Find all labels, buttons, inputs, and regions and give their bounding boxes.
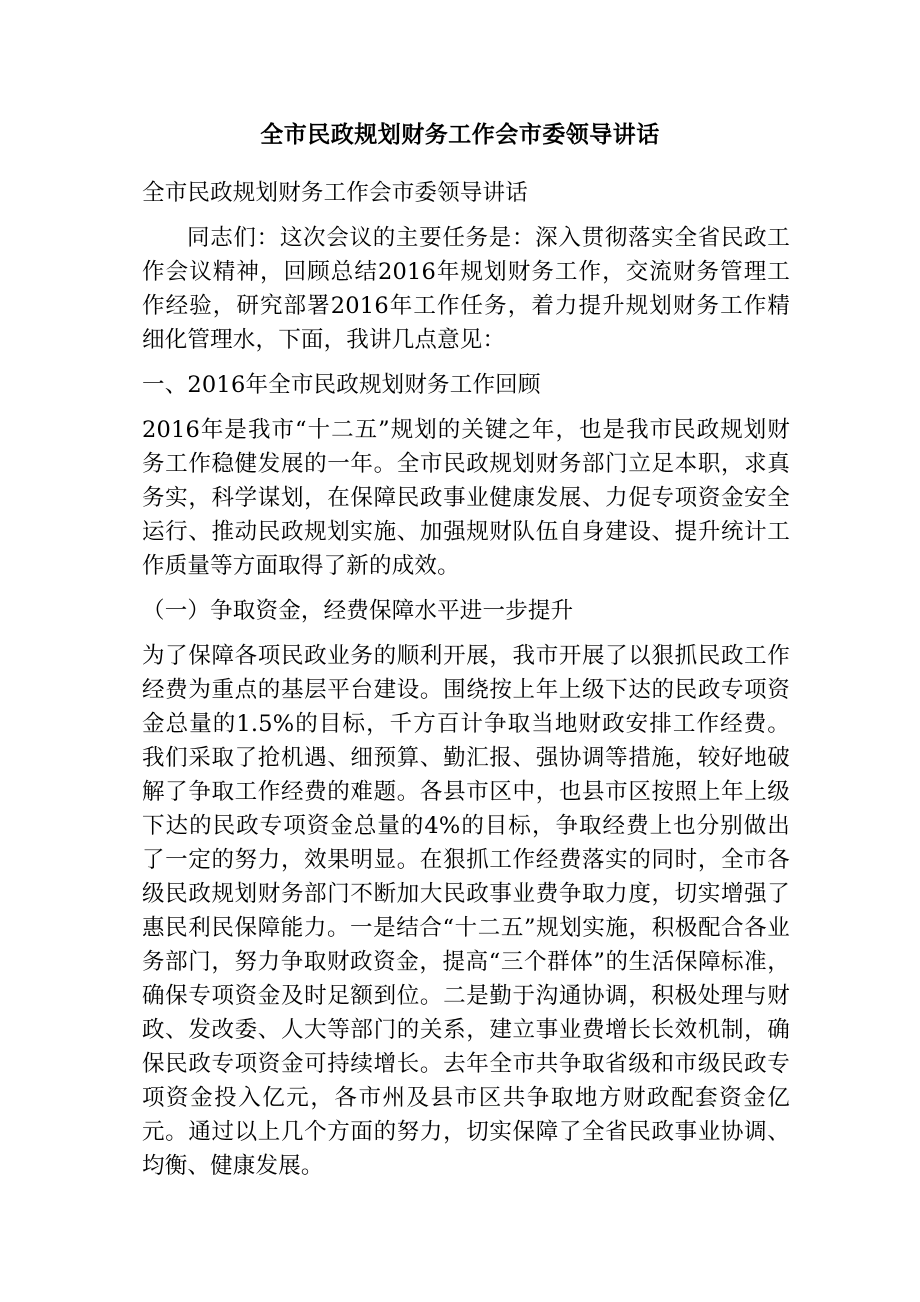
paragraph-review: 2016年是我市“十二五”规划的关键之年，也是我市民政规划财务工作稳健发展的一年。全市民政规划财务部门立足本职，求真务实，科学谋划，在保障民政事业健康发展、力促专项资金安全运行、推动民政规划实施、加强规财队伍自身建设、提升统计工作质量等方面取得了新的成效。 (142, 417, 790, 579)
document-body (142, 176, 790, 1194)
document-subtitle: 全市民政规划财务工作会市委领导讲话 (142, 180, 528, 206)
document-title: 全市民政规划财务工作会市委领导讲话 (260, 121, 660, 148)
subsection-heading-1: （一）争取资金，经费保障水平进一步提升 (142, 598, 574, 624)
paragraph-funding: 为了保障各项民政业务的顺利开展，我市开展了以狠抓民政工作经费为重点的基层平台建设。围绕按上年上级下达的民政专项资金总量的1.5%的目标，千方百计争取当地财政安排工作经费。我们采取了抢机遇、细预算、勤汇报、强协调等措施，较好地破解了争取工作经费的难题。各县市区中，也县市区按照上年上级下达的民政专项资金总量的4%的目标，争取经费上也分别做出了一定的努力，效果明显。在狠抓工作经费落实的同时，全市各级民政规划财务部门不断加大民政事业费争取力度，切实增强了惠民利民保障能力。一是结合“十二五”规划实施，积极配合各业务部门，努力争取财政资金，提高“三个群体”的生活保障标准，确保专项资金及时足额到位。二是勤于沟通协调，积极处理与财政、发改委、人大等部门的关系，建立事业费增长长效机制，确保民政专项资金可持续增长。去年全市共争取省级和市级民政专项资金投入亿元，各市州及县市区共争取地方财政配套资金亿元。通过以上几个方面的努力，切实保障了全省民政事业协调、均衡、健康发展。 (142, 643, 790, 1179)
section-heading-1: 一、2016年全市民政规划财务工作回顾 (142, 372, 541, 398)
paragraph-greeting: 同志们：这次会议的主要任务是：深入贯彻落实全省民政工作会议精神，回顾总结2016年规划财务工作，交流财务管理工作经验，研究部署2016年工作任务，着力提升规划财务工作精细化管理水，下面，我讲几点意见： (142, 225, 790, 353)
